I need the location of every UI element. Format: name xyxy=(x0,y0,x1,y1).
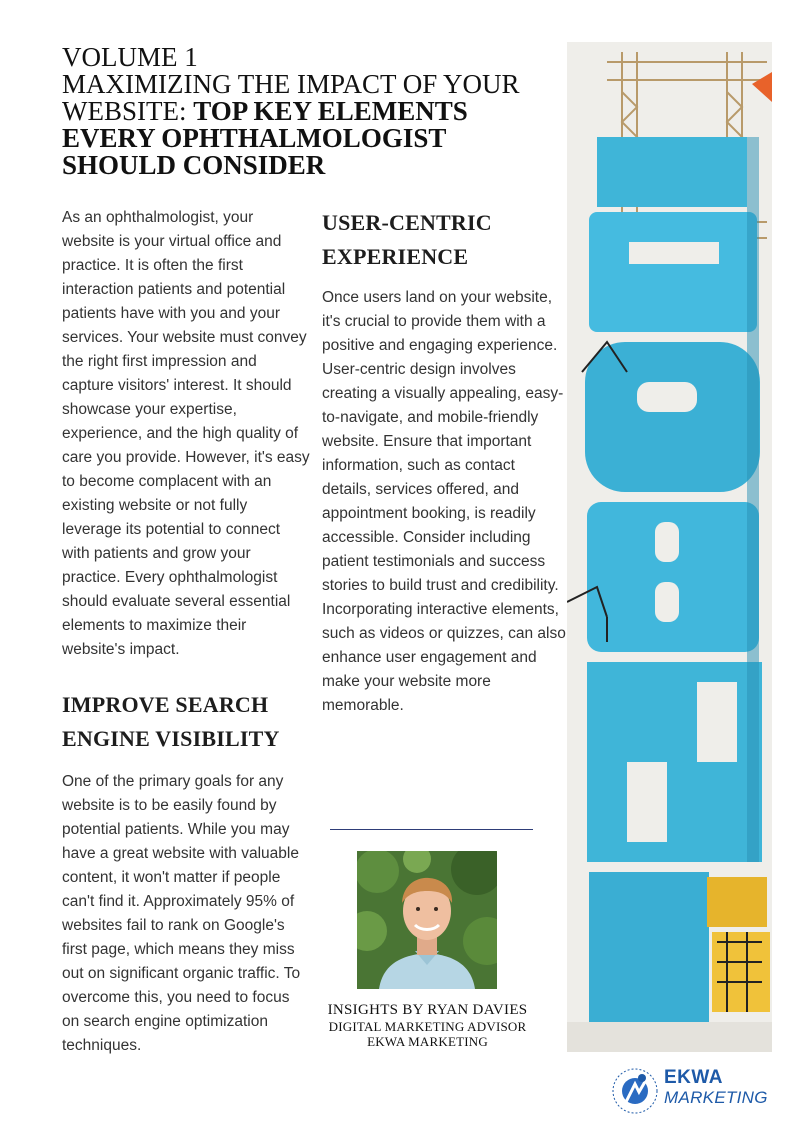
author-portrait-icon xyxy=(357,851,497,989)
author-divider xyxy=(330,829,533,830)
intro-paragraph: As an ophthalmologist, your website is your virtual office and practice. It is often the first interaction patients and potential patients have with you and your services. Your website must convey the right first impression and capture visitors' interest. It should showcase your expertise, experience, and the high quality of care you provide. However, it's easy to become complacent with an existing website or not fully leverage its potential to connect with patients and grow your practice. Every ophthalmologist should evaluate several essential elements to maximize their website's impact. xyxy=(62,209,310,658)
author-company: EKWA MARKETING xyxy=(367,1034,488,1049)
website-letters-illustration xyxy=(567,42,772,1052)
author-byline: INSIGHTS BY RYAN DAVIES xyxy=(327,1002,528,1018)
section-text-search: One of the primary goals for any website is to be easily found by potential patients. While you may have a great website with valuable content, it won't matter if people can't find it. Approximately 95% of websites fail to rank on Google's first page, which means they miss out on significant organic traffic. To overcome this, you need to focus on search engine optimization techniques. xyxy=(62,773,301,1054)
section-heading-search: IMPROVE SEARCH ENGINE VISIBILITY xyxy=(62,692,280,751)
logo-brand-ekwa: EKWA xyxy=(664,1067,723,1088)
author-photo xyxy=(357,851,497,989)
middle-column xyxy=(322,206,567,718)
hero-website-image xyxy=(567,42,772,1052)
volume-label: VOLUME 1 xyxy=(62,42,198,72)
ekwa-wordmark xyxy=(664,1068,768,1107)
section-heading-ux: USER-CENTRIC EXPERIENCE xyxy=(322,210,492,269)
left-column xyxy=(62,206,310,1058)
author-role: DIGITAL MARKETING ADVISOR xyxy=(328,1019,527,1034)
author-credits xyxy=(300,1002,555,1049)
title-regular: MAXIMIZING THE IMPACT OF YOUR WEBSITE: xyxy=(62,69,520,126)
title-bold: TOP KEY ELEMENTS EVERY OPHTHALMOLOGIST SHOULD CONSIDER xyxy=(62,96,468,180)
section-text-ux: Once users land on your website, it's crucial to provide them with a positive and engaging experience. User-centric design involves creating a visually appealing, easy-to-navigate, and mobile-friendly website. Ensure that important information, such as contact details, services offered, and appointment booking, is readily accessible. Consider including patient testimonials and success stories to build trust and credibility. Incorporating interactive elements, such as videos or quizzes, can also enhance user engagement and make your website more memorable. xyxy=(322,289,566,714)
logo-brand-marketing: MARKETING xyxy=(664,1088,768,1107)
page-title xyxy=(62,44,562,179)
ekwa-emblem-icon xyxy=(606,1062,666,1120)
